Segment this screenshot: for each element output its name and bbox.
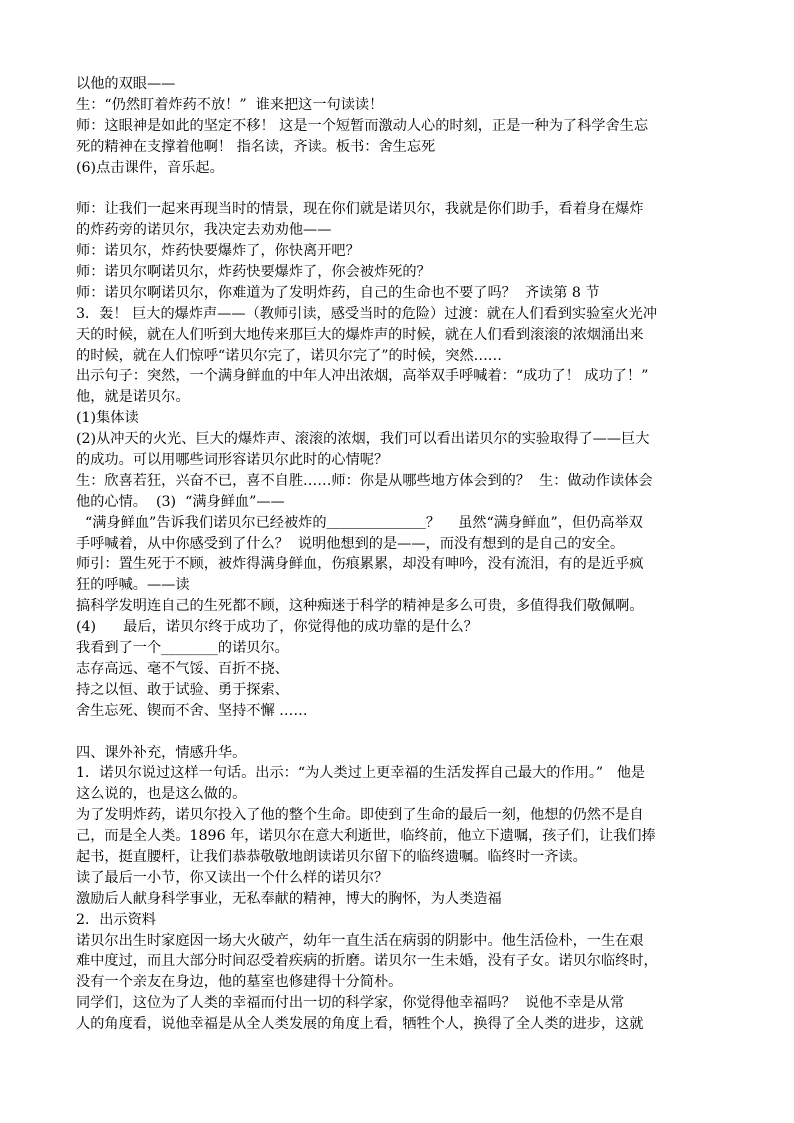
text-line: 师：诺贝尔啊诺贝尔，炸药快要爆炸了，你会被炸死的？: [76, 264, 431, 281]
text-line: 难中度过，而且大部分时间忍受着疾病的折磨。诺贝尔一生未婚，没有子女。诺贝尔临终时，: [76, 953, 658, 970]
text-line: 读了最后一小节，你又读出一个什么样的诺贝尔？: [76, 869, 389, 886]
text-line: 诺贝尔出生时家庭因一场大火破产，幼年一直生活在病弱的阴影中。他生活俭朴，一生在艰: [76, 932, 644, 949]
text-line: 起书，挺直腰杆，让我们恭恭敬敬地朗读诺贝尔留下的临终遗嘱。临终时一齐读。: [76, 848, 587, 865]
text-line: 的时候，就在人们惊呼“诺贝尔完了，诺贝尔完了”的时候，突然……: [76, 347, 502, 364]
blank-line: [76, 178, 726, 199]
text-line: 人的角度看，说他幸福是从全人类发展的角度上看，牺牲个人，换得了全人类的进步，这就: [76, 1016, 644, 1033]
text-line: 出示句子：突然，一个满身鲜血的中年人冲出浓烟，高举双手呼喊着：“成功了！ 成功了！”: [76, 368, 649, 385]
text-line: 激励后人献身科学事业，无私奉献的精神，博大的胸怀，为人类造福: [76, 890, 502, 907]
text-line: 志存高远、毫不气馁、百折不挠、: [76, 660, 289, 677]
text-line: 我看到了一个________的诺贝尔。: [76, 640, 289, 657]
text-line: 生：欣喜若狂，兴奋不已，喜不自胜……师：你是从哪些地方体会到的？ 生：做动作读体会: [76, 472, 653, 489]
text-line: 己，而是全人类。1896 年，诺贝尔在意大利逝世，临终前，他立下遗嘱，孩子们，让我们捧: [76, 828, 656, 845]
text-line: 师：诺贝尔，炸药快要爆炸了，你快离开吧？: [76, 243, 360, 260]
text-line: 1．诺贝尔说过这样一句话。出示：“为人类过上更幸福的生活发挥自己最大的作用。” 他是: [76, 765, 646, 782]
text-line: (1)集体读: [76, 410, 139, 427]
text-line: 死的精神在支撑着他啊！ 指名读，齐读。板书：舍生忘死: [76, 138, 436, 155]
text-line: (4) 最后，诺贝尔终于成功了，你觉得他的成功靠的是什么？: [76, 619, 478, 636]
text-line: 师：这眼神是如此的坚定不移！ 这是一个短暂而激动人心的时刻，正是一种为了科学舍生忘: [76, 117, 649, 134]
text-line: 以他的双眼——: [76, 76, 176, 92]
text-line: 生：“仍然盯着炸药不放！” 谁来把这一句读读！: [76, 96, 384, 113]
text-line: 持之以恒、敢于试验、勇于探索、: [76, 681, 289, 698]
text-line: 2．出示资料: [76, 911, 156, 928]
section-heading: 四、课外补充，情感升华。: [76, 744, 247, 761]
text-line: 师：诺贝尔啊诺贝尔，你难道为了发明炸药，自己的生命也不要了吗？ 齐读第 8 节: [76, 284, 600, 301]
text-line: 为了发明炸药，诺贝尔投入了他的整个生命。即使到了生命的最后一刻，他想的仍然不是自: [76, 807, 644, 824]
text-line: 他的心情。 (3) “满身鲜血”——: [76, 493, 285, 510]
text-line: 师引：置生死于不顾，被炸得满身鲜血，伤痕累累，却没有呻吟，没有流泪，有的是近乎疯: [76, 556, 644, 573]
text-line: 同学们，这位为了人类的幸福而付出一切的科学家，你觉得他幸福吗？ 说他不幸是从常: [76, 995, 625, 1012]
text-line: 的炸药旁的诺贝尔，我决定去劝劝他——: [76, 222, 332, 239]
text-line: 的成功。可以用哪些词形容诺贝尔此时的心情呢？: [76, 452, 389, 469]
text-line: 手呼喊着，从中你感受到了什么？ 说明他想到的是——，而没有想到的是自己的安全。: [76, 535, 625, 552]
document-body: [76, 74, 726, 1035]
text-line: (2)从冲天的火光、巨大的爆炸声、滚滚的浓烟，我们可以看出诺贝尔的实验取得了——巨大: [76, 431, 650, 448]
text-line: (6)点击课件，音乐起。: [76, 159, 224, 176]
text-line: 这么说的，也是这么做的。: [76, 786, 247, 803]
text-line: 师：让我们一起来再现当时的情景，现在你们就是诺贝尔，我就是你们助手，看着身在爆炸: [76, 201, 644, 218]
text-line: 他，就是诺贝尔。: [76, 389, 190, 406]
text-line: “满身鲜血”告诉我们诺贝尔已经被炸的＿＿＿＿＿＿＿？ 虽然“满身鲜血”，但仍高举双: [76, 514, 643, 531]
text-line: 没有一个亲友在身边，他的墓室也修建得十分简朴。: [76, 974, 403, 991]
text-line: 搞科学发明连自己的生死都不顾，这种痴迷于科学的精神是多么可贵，多值得我们敬佩啊。: [76, 598, 644, 615]
text-line: 天的时候，就在人们听到大地传来那巨大的爆炸声的时候，就在人们看到滚滚的浓烟涌出来: [76, 326, 644, 343]
text-line: 狂的呼喊。——读: [76, 577, 190, 594]
text-line: 3．轰！ 巨大的爆炸声——（教师引读，感受当时的危险）过渡：就在人们看到实验室火光冲: [76, 305, 658, 322]
text-line: 舍生忘死、锲而不舍、坚持不懈 ……: [76, 702, 308, 719]
blank-line: [76, 722, 726, 743]
